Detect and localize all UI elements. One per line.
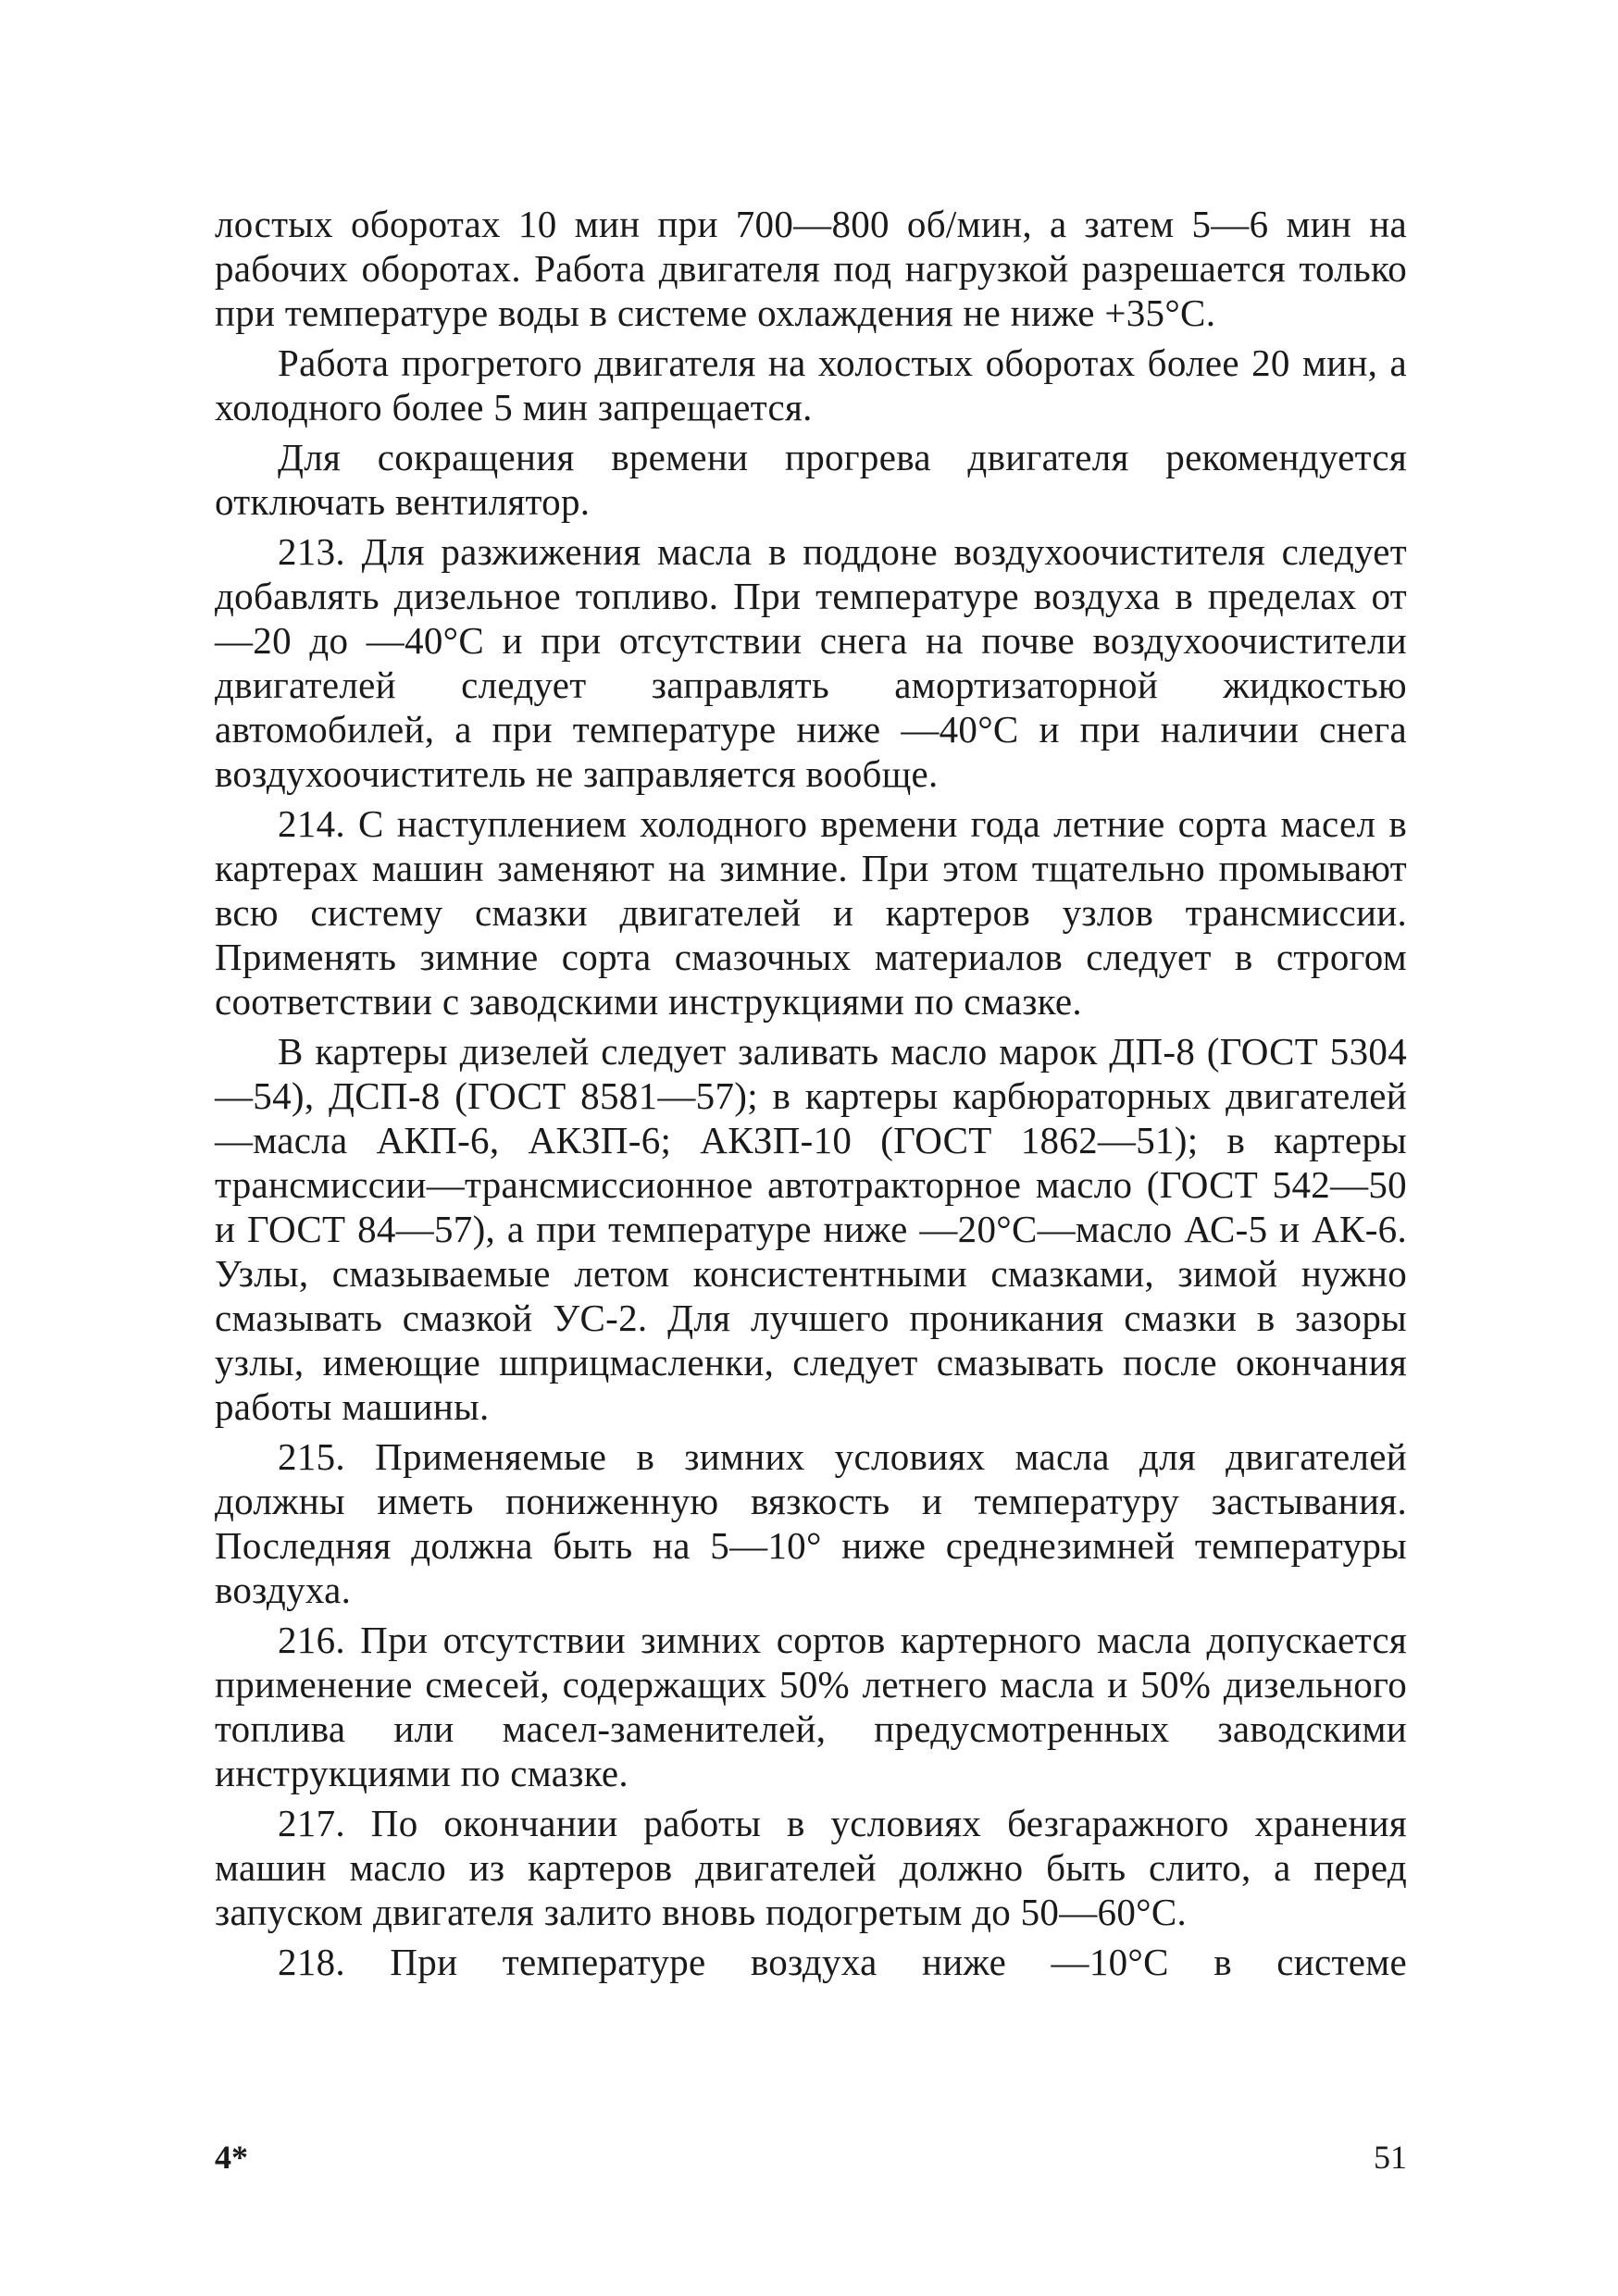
page-footer xyxy=(215,2138,1407,2184)
page-number: 51 xyxy=(1374,2139,1407,2176)
paragraph-oil-grades: В картеры дизелей следует заливать масло марок ДП-8 (ГОСТ 5304—54), ДСП-8 (ГОСТ 8581—57); в картеры карбюраторных двигателей—масла АКП-6, АКЗП-6; АКЗП-10 (ГОСТ 1862—51); в картеры трансмиссии—трансмиссионное автотракторное масло (ГОСТ 542—50 и ГОСТ 84—57), а при температуре ниже —20°С—масло АС-5 и АК-6. Узлы, смазываемые летом консистентными смазками, зимой нужно смазывать смазкой УС-2. Для лучшего проникания смазки в зазоры узлы, имеющие шприцмасленки, следует смазывать после окончания работы машины. xyxy=(215,1030,1407,1428)
paragraph-214: 214. С наступлением холодного времени года летние сорта масел в картерах машин заменяют на зимние. При этом тщательно промывают всю систему смазки двигателей и картеров узлов трансмиссии. Применять зимние сорта смазочных материалов следует в строгом соответствии с заводскими инструкциями по смазке. xyxy=(215,802,1407,1023)
paragraph-215: 215. Применяемые в зимних условиях масла для двигателей должны иметь пониженную вязкость и температуру застывания. Последняя должна быть на 5—10° ниже среднезимней температуры воздуха. xyxy=(215,1435,1407,1611)
paragraph-warmup-continued: лостых оборотах 10 мин при 700—800 об/мин, а затем 5—6 мин на рабочих оборотах. Работа двигателя под нагрузкой разрешается только при температуре воды в системе охлаждения не ниже +35°С. xyxy=(215,203,1407,334)
paragraph-217: 217. По окончании работы в условиях безгаражного хранения машин масло из картеров двигателей должно быть слито, а перед запуском двигателя залито вновь подогретым до 50—60°С. xyxy=(215,1802,1407,1933)
paragraph-idle-limit: Работа прогретого двигателя на холостых оборотах более 20 мин, а холодного более 5 мин запрещается. xyxy=(215,341,1407,428)
signature-mark: 4* xyxy=(215,2139,248,2176)
paragraph-213: 213. Для разжижения масла в поддоне воздухоочистителя следует добавлять дизельное топливо. При температуре воздуха в пределах от —20 до —40°С и при отсутствии снега на почве воздухоочистители двигателей следует заправлять амортизаторной жидкостью автомобилей, а при температуре ниже —40°С и при наличии снега воздухоочиститель не заправляется вообще. xyxy=(215,530,1407,795)
page-body xyxy=(215,202,1407,1990)
paragraph-218: 218. При температуре воздуха ниже —10°С в системе xyxy=(278,1941,1407,1983)
paragraph-fan-off: Для сокращения времени прогрева двигателя рекомендуется отключать вентилятор. xyxy=(215,436,1407,523)
paragraph-216: 216. При отсутствии зимних сортов картерного масла допускается применение смесей, содержащих 50% летнего масла и 50% дизельного топлива или масел-заменителей, предусмотренных заводскими инструкциями по смазке. xyxy=(215,1619,1407,1794)
